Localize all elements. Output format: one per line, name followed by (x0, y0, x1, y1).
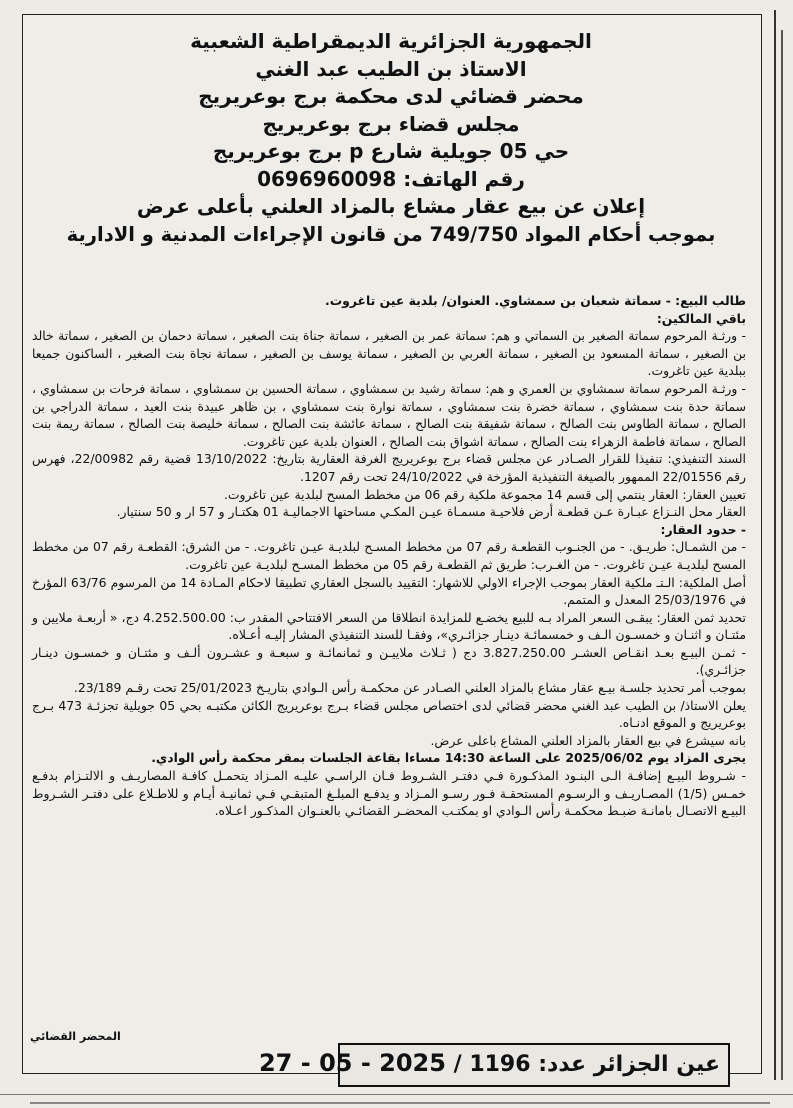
announcement-header (30, 28, 752, 248)
sale-notice: بانه سيشرع في بيع العقار بالمزاد العلني المشاع باعلى عرض. (430, 732, 746, 748)
auction-date: يجرى المزاد يوم 2025/06/02 على الساعة 14:30 مساءا بقاعة الجلسات بمقر محكمة رأس الوادي. (151, 750, 746, 766)
executive-title: السند التنفيذي: تنفيذا للقرار الصـادر عن مجلس قضاء برج بوعريريج الغرفة العقارية بتاريخ: 13/10/2022 قضية رقم 22/00982، فهرس رقم 22/01556 الممهور بالصيغة التنفيذية المؤرخة في 24/10/2022 تحت رقم 1207. (32, 451, 746, 484)
legal-basis: بموجب أحكام المواد 749/750 من قانون الإجراءات المدنية و الادارية (66, 222, 716, 246)
property-boundaries: - من الشمـال: طريـق. - من الجنـوب القطعـة رقم 07 من مخطط المسـح لبلديـة عيـن تاغروت. - من الشرق: القطعـة رقم 07 من مخطط المسح لبلديـة عيـن تاغروت. - من الغـرب: طريق ثم القطعـة رقم 05 من مخطط المسـح لبلديـة عين تاغروت. (32, 539, 746, 572)
sale-conditions: - شـروط البيـع إضافـة الـى البنـود المذكـورة فـي دفتـر الشـروط فـان الراسـي عليـه المـزاد يتحمـل كافـة المصاريـف و الالتـزام بدفـع خمـس (1/5) المصـاريـف و الرسـوم المستحقـة فـور رسـو المـزاد و يدفـع المبلـغ المتبقـي فـي ثمانيـة أيـام و للاطـلاع على دفتـر الشـروط البيـع الاتصـال بامانـة ضبـط محكمـة رأس الـوادي او بمكتـب المحضـر القضائـي بالعنـوان المذكـور اعـلاه. (32, 768, 746, 819)
issue-label: عين الجزائر عدد: (538, 1052, 720, 1077)
column-rule (774, 10, 776, 1080)
issue-number: 1196 (469, 1052, 531, 1077)
page-rule (0, 1094, 793, 1095)
address-line: حي 05 جويلية شارع p برج بوعريريج (212, 139, 570, 163)
opening-price: تحديد ثمن العقار: يبقـى السعر المراد بـه للبيع يخضـع للمزايدة انطلاقا من السعر الافتتاحي المقدر ب: 4.252.500.00 دج، « أربعـة ملايين و مئتـان و اثنـان و خمسـون الـف و خمسمائـة دينـار جزائـري»، وفقـا للسند التنفيذي المشار إليـه أعـلاه. (32, 609, 746, 643)
reduced-price: - ثمـن البيـع بعـد انقـاص العشـر 3.827.250.00 دج ( ثـلاث ملاييـن و ثمانمائـة و سبعـة و عشـرون ألـف و مئتـان و خمسـون دينـار جزائـري). (32, 644, 746, 678)
announcement-body (32, 292, 746, 820)
heirs-group-1: - ورثـة المرحوم سماتة الصغير بن السماتي و هم: سماتة عمر بن الصغير ، سماتة جناة بنت الصغير ، سماتة دحمان بن الصغير ، سماتة خالد بن الصغير ، سماتة المسعود بن الصغير ، سماتة العربي بن الصغير ، سماتة يوسف بن الصغير ، سماتة نجاة بنت الصغير ، الساكنون جميعا ببلدية عين تاغروت. (32, 328, 746, 379)
property-boundaries-label: - حدود العقار: (660, 521, 746, 537)
announcement-title: إعلان عن بيع عقار مشاع بالمزاد العلني بأعلى عرض (136, 194, 646, 218)
bailiff-name: الاستاذ بن الطيب عبد الغني (255, 56, 527, 81)
column-rule (781, 30, 783, 1080)
signer-label: المحضر القضائي (30, 1030, 121, 1043)
issue-date: 2025 - 05 - 27 (258, 1049, 446, 1077)
ownership-origin: أصل الملكية: الـتـ ملكية العقار بموجب الإجراء الاولي للاشهار: التقييد بالسجل العقاري تطبيقا لاحكام المـادة 14 من المرسوم 63/76 المؤرخ في 25/03/1976 المعدل و المتمم. (32, 574, 747, 608)
court-line: محضر قضائي لدى محكمة برج بوعريريج (198, 84, 584, 108)
republic-title: الجمهورية الجزائرية الديمقراطية الشعبية (190, 29, 592, 53)
issue-line (258, 1046, 720, 1082)
phone-line: رقم الهاتف: 0696960098 (257, 166, 525, 191)
sale-requester: طالب البيع: - سماتة شعبان بن سمشاوي. العنوان/ بلدية عين تاغروت. (324, 293, 746, 308)
property-description: العقار محل النـزاع عبـارة عـن قطعـة أرض فلاحيـة مسمـاة عيـن المكـي مساحتها الاجماليـة 01 هكتـار و 57 ار و 50 سنتيار. (116, 504, 746, 520)
bailiff-announcement: يعلن الاستاذ/ بن الطيب عبد الغني محضر قضائي لدى اختصاص مجلس قضاء بـرج بوعريريج الكائن مكتبـه بحي 05 جويلية تجزئـة 473 بـرج بوعريريج و الموقع ادنـاه. (32, 697, 746, 731)
page-rule (30, 1102, 770, 1104)
heirs-group-2: - ورثـة المرحوم سماتة سمشاوي بن العمري و هم: سماتة رشيد بن سمشاوي ، سماتة الحسين بن سمشاوي ، سماتة فرحات بن سمشاوي ، سماتة حدة بنت سمشاوي ، سماتة خضرة بنت سمشاوي ، سماتة نوارة بنت سمشاوي ، بن ظاهر عبيدة بنت العيد ، سماتة الدراجي بن الصالح ، سماتة الطاوس بنت الصالح ، سماتة شفيقة بنت الصالح ، سماتة عائشة بنت الصالح ، سماتة خليصة بنت الصالح ، سماتة ريمة بنت الصالح ، سماتة فاطمة الزهراء بنت الصالح ، سماتة اشواق بنت الصالح ، العنوان بلدية عين تاغروت. (32, 380, 746, 449)
issue-separator: / (445, 1052, 462, 1077)
property-designation: تعيين العقار: العقار ينتمي إلى قسم 14 مجموعة ملكية رقم 06 من مخطط المسح لبلدية عين تاغروت. (223, 486, 746, 502)
session-order: بموجب أمر تحديد جلسـة بيـع عقار مشاع بالمزاد العلني الصـادر عن محكمـة رأس الـوادي بتاريـخ 25/01/2023 تحت رقـم 23/189. (73, 680, 746, 696)
council-line: مجلس قضاء برج بوعريريج (262, 111, 520, 136)
other-owners-label: باقي المالكين: (656, 310, 746, 326)
